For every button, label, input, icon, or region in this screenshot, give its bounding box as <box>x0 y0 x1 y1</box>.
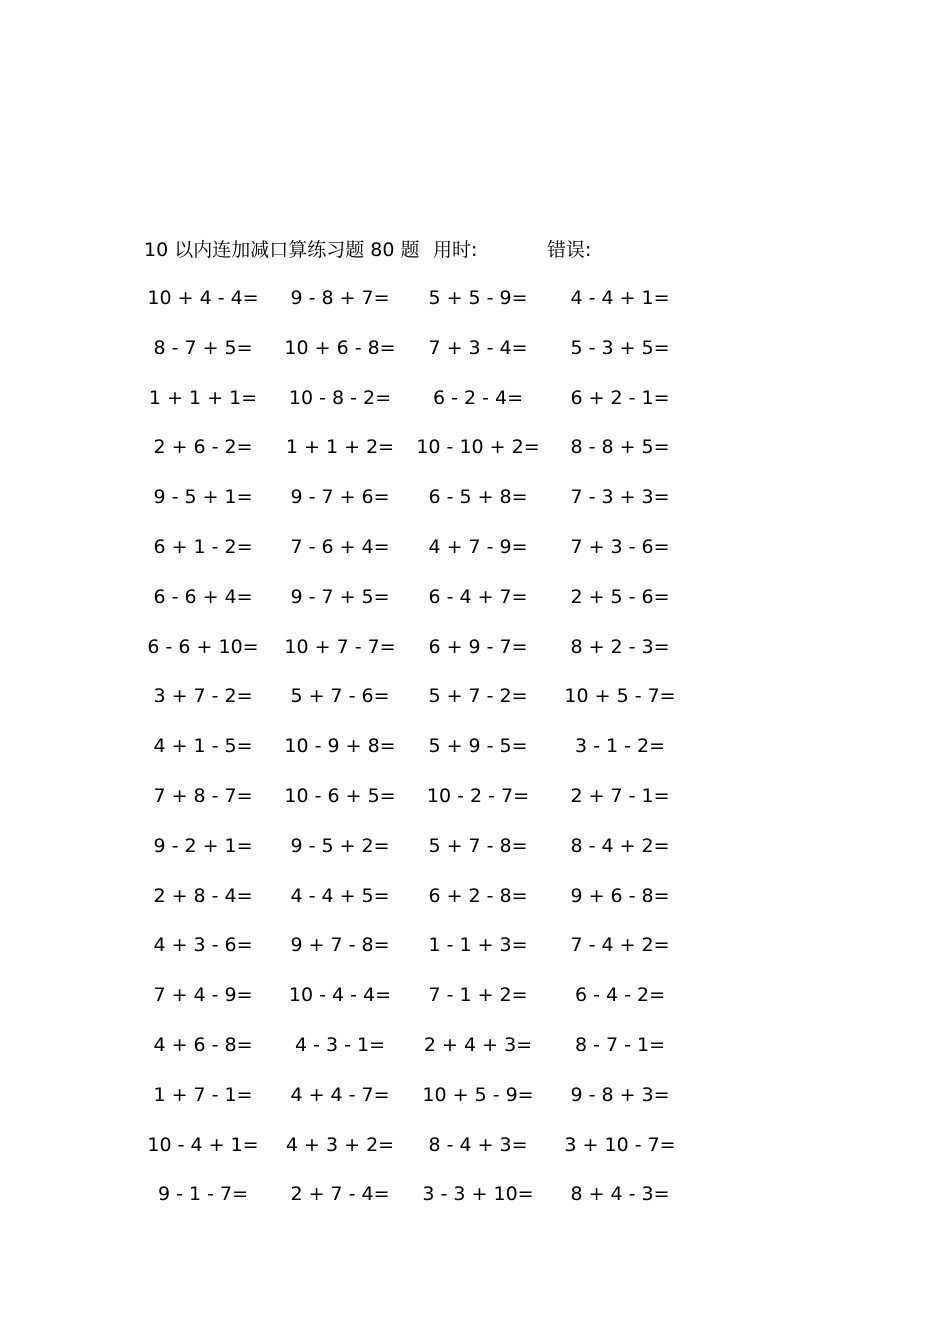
problem-item: 2 + 7 - 1= <box>570 784 670 807</box>
problem-row <box>0 832 950 882</box>
problem-item: 5 + 9 - 5= <box>428 735 528 758</box>
problem-item: 3 - 1 - 2= <box>574 735 666 758</box>
problem-row <box>0 533 950 583</box>
problem-item: 1 + 7 - 1= <box>153 1083 253 1106</box>
problem-item: 4 - 4 + 5= <box>290 884 390 907</box>
problem-item: 7 - 1 + 2= <box>428 984 528 1007</box>
problem-item: 6 + 2 - 8= <box>428 884 528 907</box>
problem-item: 8 - 4 + 3= <box>428 1133 528 1156</box>
problem-item: 2 + 5 - 6= <box>570 585 670 608</box>
problem-row <box>0 1131 950 1181</box>
problem-item: 10 - 6 + 5= <box>284 784 396 807</box>
worksheet-title: 10 以内连加减口算练习题 80 题 <box>144 239 420 261</box>
problem-item: 2 + 8 - 4= <box>153 884 253 907</box>
problem-row <box>0 1031 950 1081</box>
problem-item: 10 + 5 - 7= <box>564 685 676 708</box>
problem-item: 7 + 8 - 7= <box>153 784 253 807</box>
problem-row <box>0 633 950 683</box>
problem-item: 6 - 4 + 7= <box>428 585 528 608</box>
problem-row <box>0 882 950 932</box>
problem-item: 9 - 2 + 1= <box>153 834 253 857</box>
problem-item: 10 - 2 - 7= <box>426 784 530 807</box>
problem-row <box>0 1180 950 1230</box>
problem-item: 9 - 5 + 1= <box>153 486 253 509</box>
time-label: 用时: <box>433 239 478 261</box>
problem-item: 5 - 3 + 5= <box>570 336 670 359</box>
problem-item: 4 - 3 - 1= <box>294 1033 386 1056</box>
problem-item: 8 + 4 - 3= <box>570 1183 670 1206</box>
problem-item: 4 + 1 - 5= <box>153 735 253 758</box>
problem-item: 10 + 6 - 8= <box>284 336 396 359</box>
problem-item: 2 + 7 - 4= <box>290 1183 390 1206</box>
problem-row <box>0 483 950 533</box>
problem-item: 9 - 1 - 7= <box>157 1183 249 1206</box>
problem-item: 7 + 4 - 9= <box>153 984 253 1007</box>
problem-item: 8 + 2 - 3= <box>570 635 670 658</box>
problem-row <box>0 931 950 981</box>
problem-row <box>0 981 950 1031</box>
problem-item: 4 - 4 + 1= <box>570 287 670 309</box>
error-label: 错误: <box>547 239 592 261</box>
problem-item: 10 - 8 - 2= <box>288 386 392 409</box>
problem-item: 6 - 6 + 10= <box>147 635 259 658</box>
problem-item: 1 + 1 + 1= <box>148 386 258 409</box>
problem-row <box>0 732 950 782</box>
problem-item: 5 + 7 - 2= <box>428 685 528 708</box>
problem-item: 7 + 3 - 4= <box>428 336 528 359</box>
problem-item: 10 + 5 - 9= <box>422 1083 534 1106</box>
problem-item: 10 + 7 - 7= <box>284 635 396 658</box>
problem-item: 6 - 5 + 8= <box>428 486 528 509</box>
problem-item: 6 + 9 - 7= <box>428 635 528 658</box>
problem-item: 6 - 6 + 4= <box>153 585 253 608</box>
problem-item: 4 + 3 + 2= <box>285 1133 395 1156</box>
problem-item: 7 + 3 - 6= <box>570 535 670 558</box>
problem-item: 6 - 2 - 4= <box>432 386 524 409</box>
problem-item: 10 - 9 + 8= <box>284 735 396 758</box>
problem-item: 2 + 4 + 3= <box>423 1033 533 1056</box>
problem-item: 5 + 5 - 9= <box>428 287 528 309</box>
problem-item: 5 + 7 - 8= <box>428 834 528 857</box>
problem-item: 5 + 7 - 6= <box>290 685 390 708</box>
problem-item: 8 - 4 + 2= <box>570 834 670 857</box>
problem-item: 8 - 7 + 5= <box>153 336 253 359</box>
problem-row <box>0 284 950 334</box>
problem-item: 4 + 7 - 9= <box>428 535 528 558</box>
problem-item: 9 - 7 + 6= <box>290 486 390 509</box>
problem-item: 6 + 2 - 1= <box>570 386 670 409</box>
problem-item: 6 + 1 - 2= <box>153 535 253 558</box>
problem-item: 3 + 7 - 2= <box>153 685 253 708</box>
problem-item: 6 - 4 - 2= <box>574 984 666 1007</box>
problem-grid <box>0 284 950 1230</box>
problem-item: 9 - 8 + 7= <box>290 287 390 309</box>
problem-item: 4 + 3 - 6= <box>153 934 253 957</box>
problem-item: 9 - 5 + 2= <box>290 834 390 857</box>
problem-item: 3 - 3 + 10= <box>422 1183 534 1206</box>
problem-item: 7 - 3 + 3= <box>570 486 670 509</box>
problem-row <box>0 583 950 633</box>
problem-item: 4 + 4 - 7= <box>290 1083 390 1106</box>
problem-item: 3 + 10 - 7= <box>564 1133 676 1156</box>
problem-item: 9 - 8 + 3= <box>570 1083 670 1106</box>
problem-row <box>0 782 950 832</box>
problem-item: 8 - 7 - 1= <box>574 1033 666 1056</box>
worksheet-header <box>144 236 704 264</box>
problem-item: 2 + 6 - 2= <box>153 436 253 459</box>
problem-row <box>0 1081 950 1131</box>
problem-item: 7 - 4 + 2= <box>570 934 670 957</box>
problem-item: 8 - 8 + 5= <box>570 436 670 459</box>
problem-item: 9 + 7 - 8= <box>290 934 390 957</box>
problem-item: 10 + 4 - 4= <box>147 287 259 309</box>
problem-item: 1 + 1 + 2= <box>285 436 395 459</box>
problem-row <box>0 334 950 384</box>
problem-row <box>0 433 950 483</box>
problem-item: 4 + 6 - 8= <box>153 1033 253 1056</box>
problem-item: 10 - 10 + 2= <box>416 436 540 459</box>
problem-item: 7 - 6 + 4= <box>290 535 390 558</box>
problem-row <box>0 682 950 732</box>
problem-item: 9 - 7 + 5= <box>290 585 390 608</box>
problem-item: 10 - 4 - 4= <box>288 984 392 1007</box>
problem-item: 1 - 1 + 3= <box>428 934 528 957</box>
problem-item: 9 + 6 - 8= <box>570 884 670 907</box>
problem-item: 10 - 4 + 1= <box>147 1133 259 1156</box>
problem-row <box>0 384 950 434</box>
